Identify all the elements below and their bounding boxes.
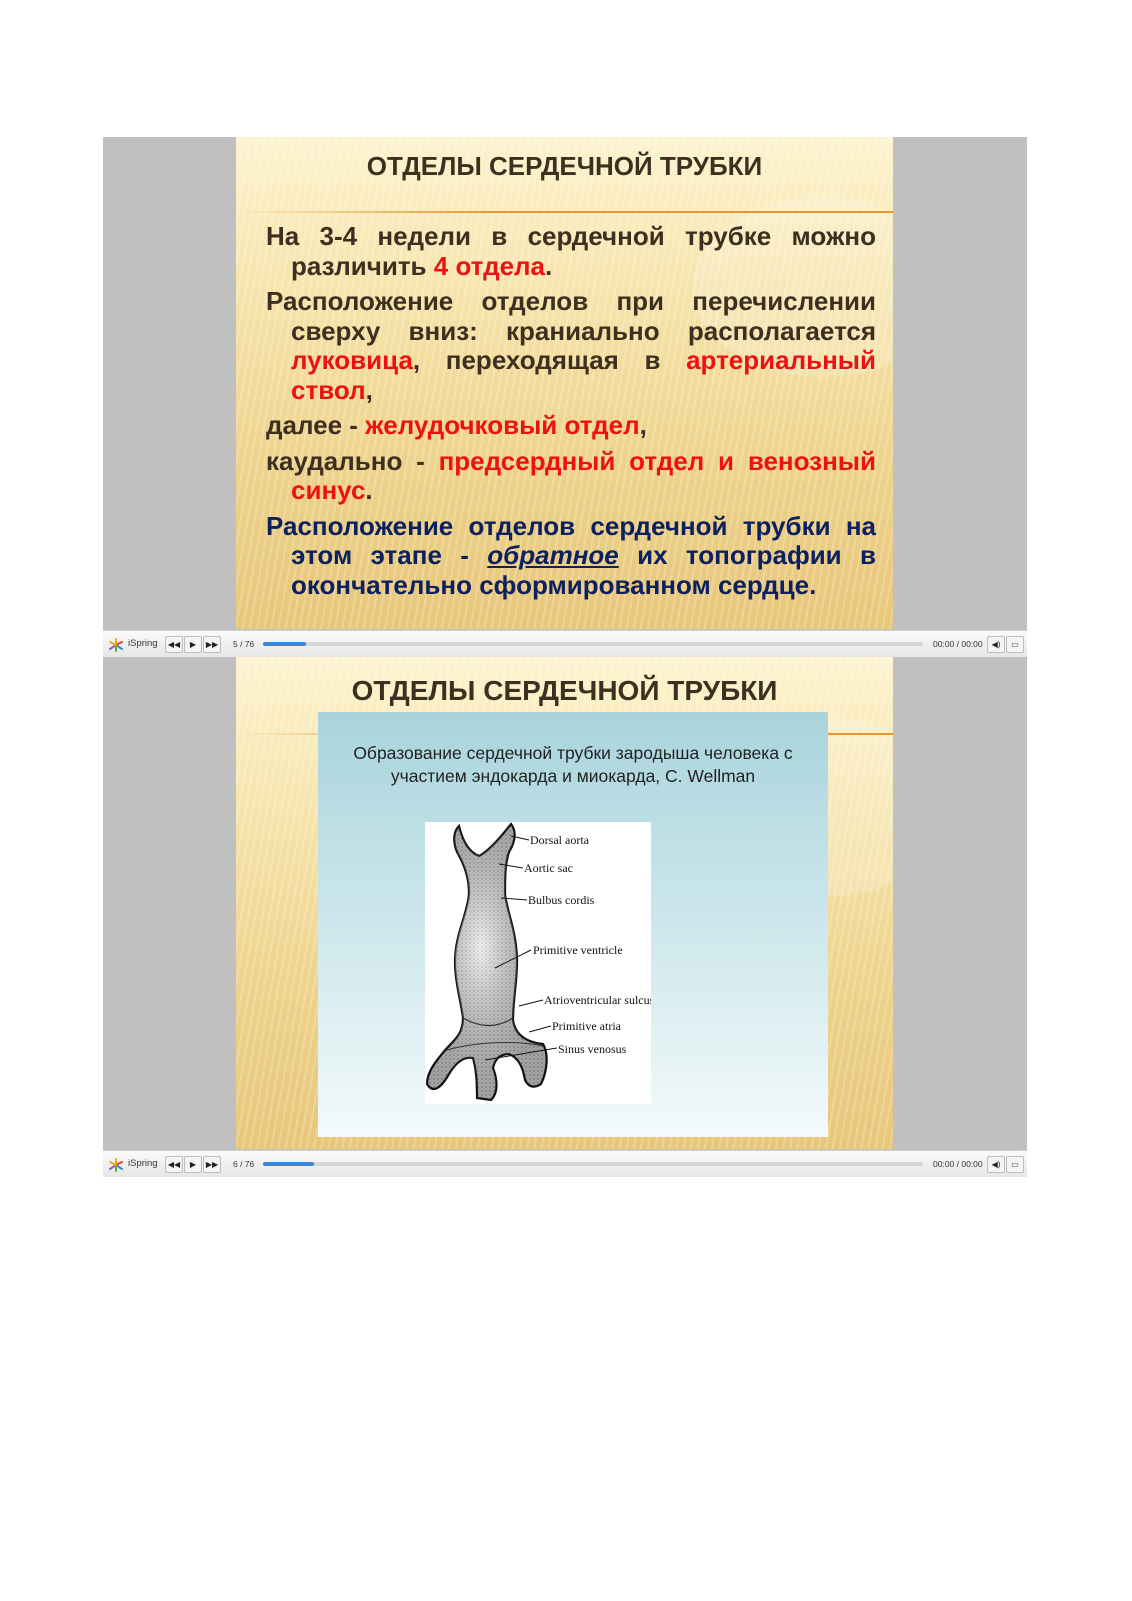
paragraph-5 [266, 512, 876, 601]
text: Расположение отделов сердечной трубки на этом этапе - [266, 510, 876, 570]
brand-label: iSpring [128, 638, 158, 649]
volume-button[interactable] [987, 636, 1005, 653]
text: Расположение отделов при перечислении сверху вниз: краниально располагается [266, 286, 876, 346]
text: их топографии в окончательно сформированном сердце. [291, 540, 876, 600]
label-aortic-sac: Aortic sac [524, 861, 573, 875]
ispring-logo-icon [108, 638, 124, 652]
heart-tube-diagram [425, 822, 651, 1104]
paragraph-2 [266, 287, 876, 405]
fullscreen-button[interactable] [1006, 636, 1024, 653]
fast-forward-icon: ▶▶ [205, 1160, 219, 1169]
time-display: 00:00 / 00:00 [933, 639, 983, 649]
label-primitive-ventricle: Primitive ventricle [533, 943, 623, 957]
fullscreen-button[interactable] [1006, 1156, 1024, 1173]
progress-bar[interactable] [263, 1162, 923, 1166]
slide-counter: 6 / 76 [233, 1159, 255, 1169]
text: каудально - [266, 445, 439, 476]
fullscreen-icon: ▭ [1011, 1160, 1019, 1169]
label-primitive-atria: Primitive atria [552, 1019, 621, 1033]
player-controls [103, 630, 1027, 657]
text: . [365, 475, 373, 505]
fast-forward-icon: ▶▶ [205, 640, 219, 649]
label-dorsal-aorta: Dorsal aorta [530, 833, 589, 847]
figure-caption: Образование сердечной трубки зародыша человека с участием эндокарда и миокарда, C. Wellman [353, 743, 793, 786]
figure-panel [318, 712, 828, 1137]
next-slide-button[interactable] [203, 1156, 221, 1173]
volume-button[interactable] [987, 1156, 1005, 1173]
text: , [365, 374, 373, 405]
player-controls [103, 1150, 1027, 1177]
paragraph-1 [266, 222, 876, 281]
highlight-text: желудочковый отдел [365, 410, 640, 440]
highlight-text: луковица [291, 345, 413, 375]
label-av-sulcus: Atrioventricular sulcus [544, 993, 651, 1007]
fullscreen-icon: ▭ [1011, 640, 1019, 649]
progress-bar[interactable] [263, 642, 923, 646]
slide-title: ОТДЕЛЫ СЕРДЕЧНОЙ ТРУБКИ [366, 151, 763, 181]
slide-body [266, 222, 876, 606]
play-button[interactable] [184, 636, 202, 653]
text: . [545, 250, 553, 281]
heart-tube-drawing [425, 822, 651, 1104]
brand-label: iSpring [128, 1158, 158, 1169]
slide-counter: 5 / 76 [233, 639, 255, 649]
time-display: 00:00 / 00:00 [933, 1159, 983, 1169]
slide-player-2 [103, 657, 1027, 1177]
play-icon: ▶ [189, 1160, 197, 1169]
text: , переходящая в [412, 345, 687, 375]
previous-slide-button[interactable] [165, 1156, 183, 1173]
rewind-icon: ◀◀ [167, 1160, 181, 1169]
text: далее - [266, 410, 366, 440]
slide-5 [236, 137, 893, 629]
play-button[interactable] [184, 1156, 202, 1173]
highlight-text: предсердный отдел и венозный синус [291, 445, 876, 505]
paragraph-3 [266, 411, 876, 441]
highlight-text: артериальный ствол [291, 345, 876, 405]
slide-player-1 [103, 137, 1027, 657]
rewind-icon: ◀◀ [167, 640, 181, 649]
play-icon: ▶ [189, 640, 197, 649]
previous-slide-button[interactable] [165, 636, 183, 653]
title-divider [236, 211, 893, 213]
label-bulbus-cordis: Bulbus cordis [528, 893, 595, 907]
volume-icon: ◀) [991, 1160, 1001, 1169]
volume-icon: ◀) [991, 640, 1001, 649]
slide-title: ОТДЕЛЫ СЕРДЕЧНОЙ ТРУБКИ [351, 675, 778, 706]
paragraph-4 [266, 447, 876, 506]
text: На 3-4 недели в сердечной трубке можно различить [266, 221, 876, 281]
ispring-logo-icon [108, 1158, 124, 1172]
text: , [639, 410, 647, 440]
progress-fill [263, 642, 306, 646]
progress-fill [263, 1162, 314, 1166]
label-sinus-venosus: Sinus venosus [558, 1042, 627, 1056]
highlight-text: 4 отдела [433, 250, 546, 281]
emphasis-text: обратное [487, 540, 619, 570]
slide-6 [236, 657, 893, 1149]
next-slide-button[interactable] [203, 636, 221, 653]
